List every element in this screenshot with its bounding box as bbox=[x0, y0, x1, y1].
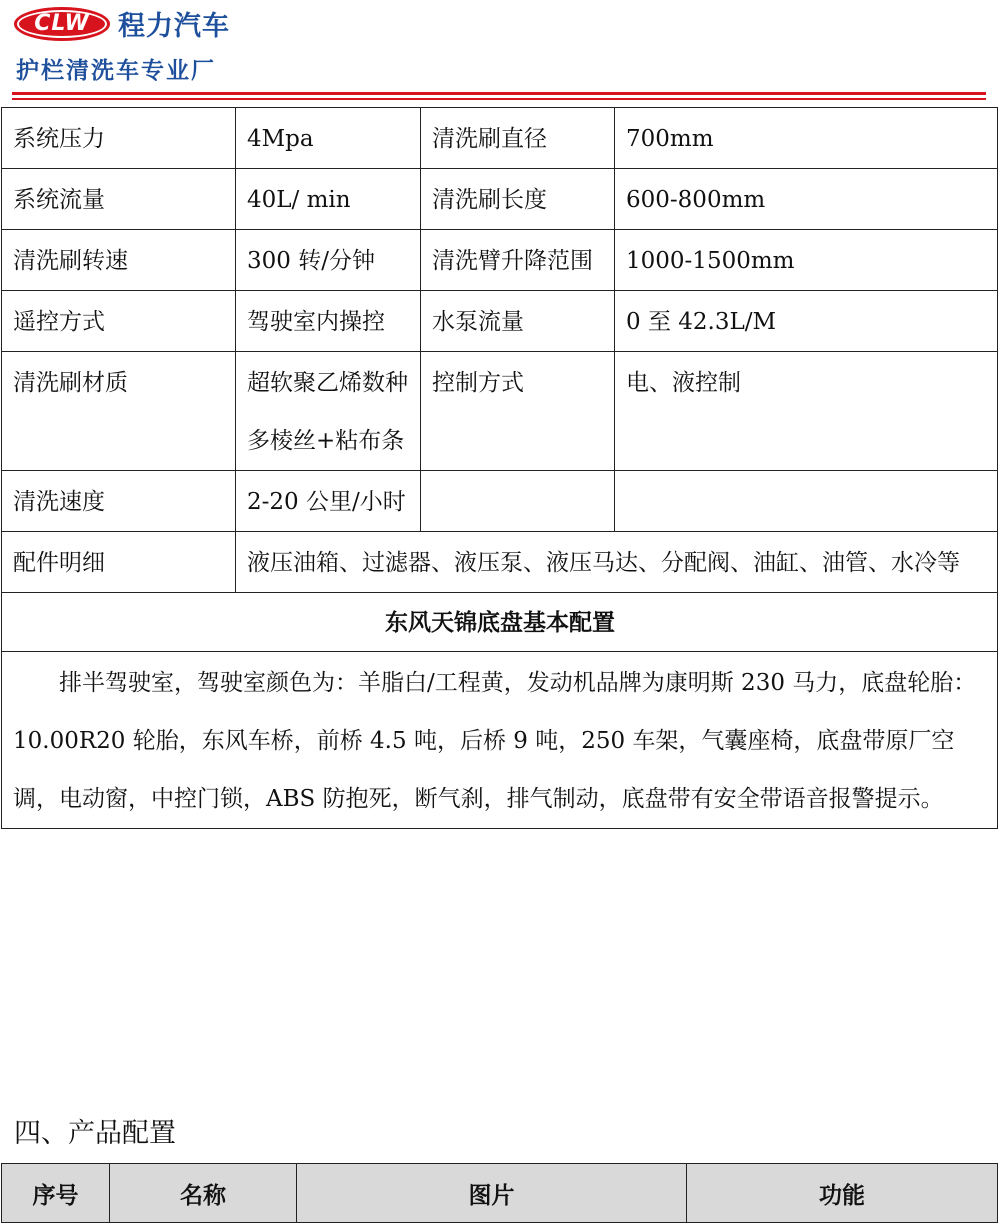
spec-value: 1000-1500mm bbox=[615, 230, 998, 291]
logo-text: CLW bbox=[34, 11, 90, 36]
column-header-image: 图片 bbox=[297, 1164, 687, 1223]
table-row bbox=[2, 291, 998, 352]
header-divider-thin bbox=[12, 98, 986, 100]
brand-logo bbox=[14, 4, 230, 43]
table-row bbox=[2, 471, 998, 532]
spec-value: 电、液控制 bbox=[615, 352, 998, 471]
spec-label: 清洗刷转速 bbox=[2, 230, 236, 291]
spec-value bbox=[615, 471, 998, 532]
spec-label: 控制方式 bbox=[421, 352, 615, 471]
product-config-table bbox=[1, 1163, 998, 1223]
spec-value: 驾驶室内操控 bbox=[236, 291, 421, 352]
table-row bbox=[2, 169, 998, 230]
spec-label bbox=[421, 471, 615, 532]
accessories-value: 液压油箱、过滤器、液压泵、液压马达、分配阀、油缸、油管、水冷等 bbox=[236, 532, 998, 593]
spec-value: 600-800mm bbox=[615, 169, 998, 230]
accessories-label: 配件明细 bbox=[2, 532, 236, 593]
spec-label: 遥控方式 bbox=[2, 291, 236, 352]
spec-label: 清洗刷材质 bbox=[2, 352, 236, 471]
table-header-row bbox=[2, 1164, 998, 1223]
spec-value: 超软聚乙烯数种多棱丝+粘布条 bbox=[236, 352, 421, 471]
spec-label: 清洗刷长度 bbox=[421, 169, 615, 230]
section-heading: 四、产品配置 bbox=[14, 1118, 176, 1149]
spec-value: 300 转/分钟 bbox=[236, 230, 421, 291]
brand-name: 程力汽车 bbox=[118, 11, 230, 42]
spec-value: 700mm bbox=[615, 108, 998, 169]
spec-table bbox=[1, 107, 998, 829]
header-divider-thick bbox=[12, 92, 986, 95]
table-row bbox=[2, 593, 998, 652]
spec-value: 2-20 公里/小时 bbox=[236, 471, 421, 532]
column-header-name: 名称 bbox=[110, 1164, 297, 1223]
spec-label: 水泵流量 bbox=[421, 291, 615, 352]
spec-label: 系统压力 bbox=[2, 108, 236, 169]
spec-value: 4Mpa bbox=[236, 108, 421, 169]
spec-value: 40L/ min bbox=[236, 169, 421, 230]
table-row bbox=[2, 108, 998, 169]
clw-logo-icon bbox=[14, 7, 110, 41]
table-row bbox=[2, 532, 998, 593]
table-row bbox=[2, 230, 998, 291]
brand-slogan: 护栏清洗车专业厂 bbox=[16, 58, 216, 84]
spec-label: 清洗速度 bbox=[2, 471, 236, 532]
spec-value: 0 至 42.3L/M bbox=[615, 291, 998, 352]
chassis-title: 东风天锦底盘基本配置 bbox=[2, 593, 998, 652]
spec-label: 清洗臂升降范围 bbox=[421, 230, 615, 291]
spec-label: 系统流量 bbox=[2, 169, 236, 230]
spec-label: 清洗刷直径 bbox=[421, 108, 615, 169]
chassis-description: 排半驾驶室，驾驶室颜色为：羊脂白/工程黄，发动机品牌为康明斯 230 马力，底盘轮胎：10.00R20 轮胎，东风车桥，前桥 4.5 吨，后桥 9 吨，250 车架，气囊座椅，底盘带原厂空调，电动窗，中控门锁，ABS 防抱死，断气刹，排气制动，底盘带有安全带语音报警提示。 bbox=[2, 652, 998, 829]
column-header-index: 序号 bbox=[2, 1164, 110, 1223]
column-header-function: 功能 bbox=[687, 1164, 998, 1223]
table-row bbox=[2, 352, 998, 471]
table-row bbox=[2, 652, 998, 829]
document-header bbox=[0, 0, 1000, 104]
